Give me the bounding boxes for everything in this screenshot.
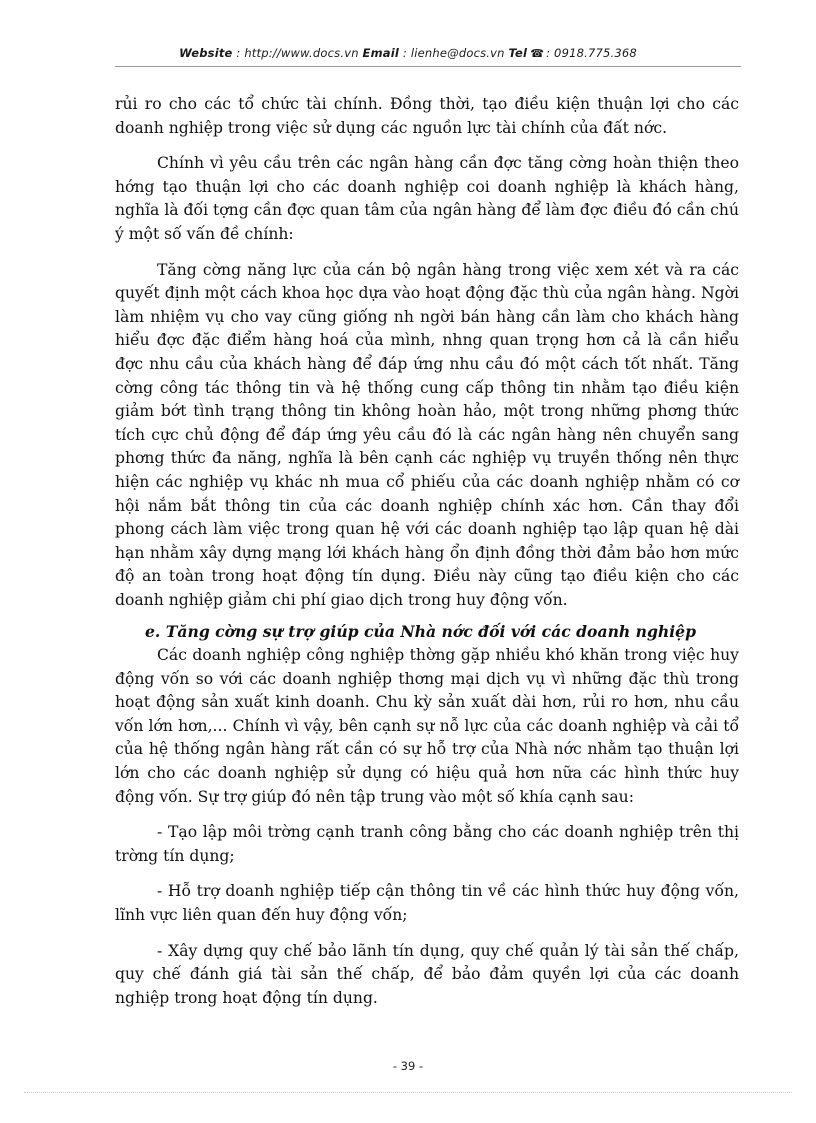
website-url[interactable]: : http://www.docs.vn xyxy=(232,46,363,60)
bullet-item-3: - Xây dựng quy chế bảo lãnh tín dụng, quy chế quản lý tài sản thế chấp, quy chế đánh giá tài sản thế chấp, để bảo đảm quyền lợi của các doanh nghiệp trong hoạt động tín dụng. xyxy=(115,941,739,1007)
page-header xyxy=(0,46,816,60)
bullet-item-1: - Tạo lập môi trờng cạnh tranh công bằng cho các doanh nghiệp trên thị trờng tín dụng; xyxy=(115,823,739,865)
page-number: - 39 - xyxy=(392,1059,424,1073)
footer-divider xyxy=(24,1092,792,1093)
header-divider xyxy=(115,66,741,67)
email-label: Email xyxy=(362,46,400,60)
section-heading: e. Tăng cờng sự trợ giúp của Nhà nớc đối với các doanh nghiệp xyxy=(145,622,696,642)
paragraph-3: Tăng cờng năng lực của cán bộ ngân hàng trong việc xem xét và ra các quyết định một cách khoa học dựa vào hoạt động đặc thù của ngân hàng. Ngời làm nhiệm vụ cho vay cũng giống nh ngời bán hàng cần làm cho khách hàng hiểu đợc đặc điểm hàng hoá của mình, nhng quan trọng hơn cả là cần hiểu đợc nhu cầu của khách hàng để đáp ứng nhu cầu đó một cách tốt nhất. Tăng cờng công tác thông tin và hệ thống cung cấp thông tin nhằm tạo điều kiện giảm bớt tình trạng thông tin không hoàn hảo, một trong những phơng thức tích cực chủ động để đáp ứng yêu cầu đó là các ngân hàng nên chuyển sang phơng thức đa năng, nghĩa là bên cạnh các nghiệp vụ truyền thống nên thực hiện các nghiệp vụ khác nh mua cổ phiếu của các doanh nghiệp nhằm có cơ hội nắm bắt thông tin của các doanh nghiệp chính xác hơn. Cần thay đổi phong cách làm việc trong quan hệ với các doanh nghiệp tạo lập quan hệ dài hạn nhằm xây dựng mạng lới khách hàng ổn định đồng thời đảm bảo hơn mức độ an toàn trong hoạt động tín dụng. Điều này cũng tạo điều kiện cho các doanh nghiệp giảm chi phí giao dịch trong huy động vốn. xyxy=(115,260,739,609)
tel-label: Tel xyxy=(508,46,528,60)
website-label: Website xyxy=(179,46,233,60)
document-body xyxy=(115,93,739,1010)
email-address[interactable]: : lienhe@docs.vn xyxy=(399,46,509,60)
paragraph-4: Các doanh nghiệp công nghiệp thờng gặp nhiều khó khăn trong việc huy động vốn so với các doanh nghiệp thơng mại dịch vụ vì những đặc thù trong hoạt động sản xuất kinh doanh. Chu kỳ sản xuất dài hơn, rủi ro hơn, nhu cầu vốn lớn hơn,... Chính vì vậy, bên cạnh sự nỗ lực của các doanh nghiệp và cải tổ của hệ thống ngân hàng rất cần có sự hỗ trợ của Nhà nớc nhằm tạo thuận lợi lớn cho các doanh nghiệp sử dụng có hiệu quả hơn nữa các hình thức huy động vốn. Sự trợ giúp đó nên tập trung vào một số khía cạnh sau: xyxy=(115,646,739,806)
phone-icon: ☎ xyxy=(530,47,545,60)
tel-number: : 0918.775.368 xyxy=(546,46,637,60)
paragraph-1: rủi ro cho các tổ chức tài chính. Đồng thời, tạo điều kiện thuận lợi cho các doanh nghiệp trong việc sử dụng các nguồn lực tài chính của đất nớc. xyxy=(115,95,739,137)
paragraph-2: Chính vì yêu cầu trên các ngân hàng cần đợc tăng cờng hoàn thiện theo hớng tạo thuận lợi cho các doanh nghiệp coi doanh nghiệp là khách hàng, nghĩa là đối tợng cần đợc quan tâm của ngân hàng để làm đợc điều đó cần chú ý một số vấn đề chính: xyxy=(115,154,739,243)
bullet-item-2: - Hỗ trợ doanh nghiệp tiếp cận thông tin về các hình thức huy động vốn, lĩnh vực liên quan đến huy động vốn; xyxy=(115,882,739,924)
